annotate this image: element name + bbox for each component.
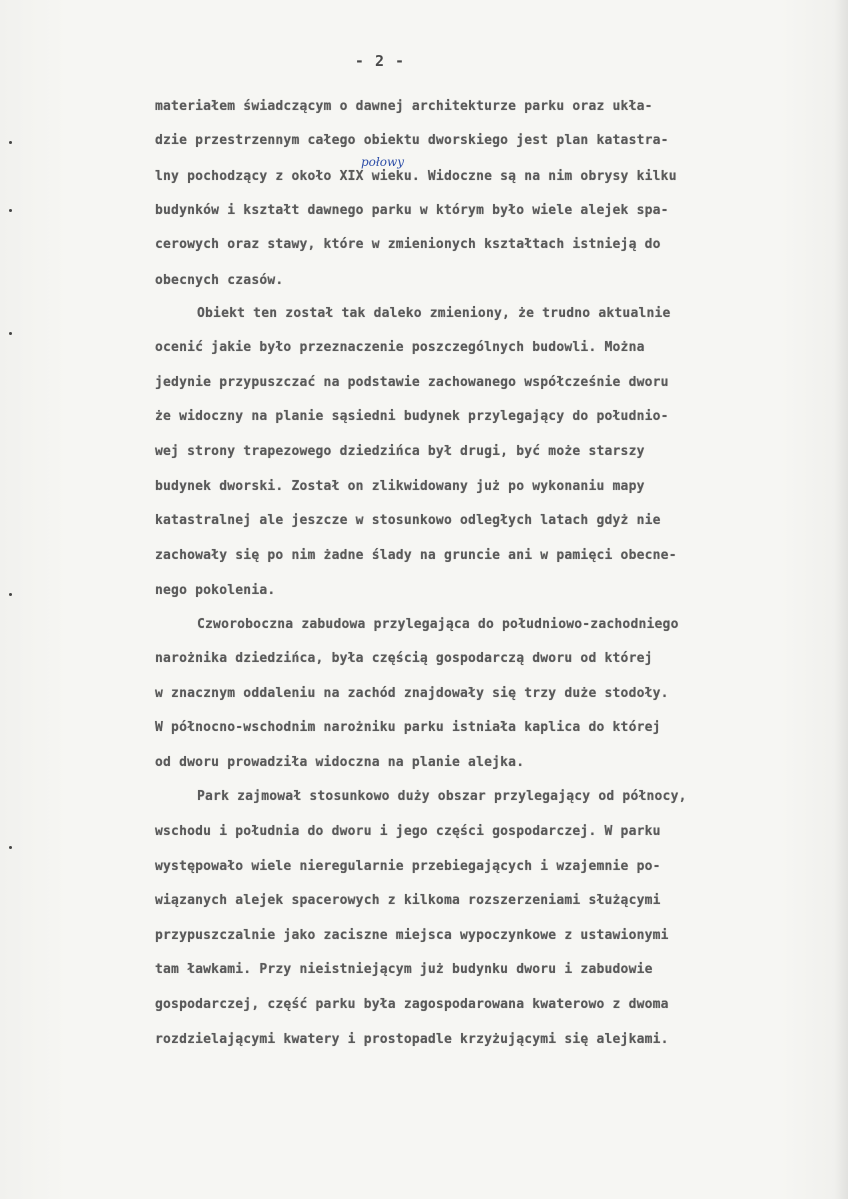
text-line: W północno-wschodnim narożniku parku istniała kaplica do której <box>155 720 661 735</box>
margin-dot <box>9 209 12 212</box>
margin-dot <box>9 332 12 335</box>
text-line: jedynie przypuszczać na podstawie zachowanego współcześnie dworu <box>155 375 669 390</box>
text-line: wschodu i południa do dworu i jego części gospodarczej. W parku <box>155 824 661 839</box>
text-line: materiałem świadczącym o dawnej architekturze parku oraz ukła- <box>155 99 653 114</box>
text-line: wej strony trapezowego dziedzińca był drugi, być może starszy <box>155 444 645 459</box>
text-line: tam ławkami. Przy nieistniejącym już budynku dworu i zabudowie <box>155 962 653 977</box>
text-line: Park zajmował stosunkowo duży obszar przylegający od północy, <box>197 789 687 804</box>
text-line: obecnych czasów. <box>155 273 284 288</box>
text-line: występowało wiele nieregularnie przebiegających i wzajemnie po- <box>155 859 661 874</box>
text-line: budynek dworski. Został on zlikwidowany już po wykonaniu mapy <box>155 479 645 494</box>
page-number: - 2 - <box>354 52 406 70</box>
margin-dot <box>9 593 12 596</box>
text-line: zachowały się po nim żadne ślady na gruncie ani w pamięci obecne- <box>155 548 677 563</box>
text-line: od dworu prowadziła widoczna na planie alejka. <box>155 755 525 770</box>
text-line: że widoczny na planie sąsiedni budynek przylegający do południo- <box>155 409 669 424</box>
margin-dot <box>9 141 12 144</box>
text-line: dzie przestrzennym całego obiektu dworskiego jest plan katastra- <box>155 133 669 148</box>
handwritten-annotation: połowy <box>361 155 405 169</box>
page-edge-shadow <box>834 0 848 1199</box>
text-line: wiązanych alejek spacerowych z kilkoma rozszerzeniami służącymi <box>155 893 661 908</box>
text-line: budynków i kształt dawnego parku w którym było wiele alejek spa- <box>155 203 669 218</box>
text-line: cerowych oraz stawy, które w zmienionych kształtach istnieją do <box>155 237 661 252</box>
text-line: gospodarczej, część parku była zagospodarowana kwaterowo z dwoma <box>155 997 669 1012</box>
text-line: Obiekt ten został tak daleko zmieniony, że trudno aktualnie <box>197 306 671 321</box>
text-line: narożnika dziedzińca, była częścią gospodarczą dworu od której <box>155 651 653 666</box>
text-line: w znacznym oddaleniu na zachód znajdowały się trzy duże stodoły. <box>155 686 669 701</box>
text-line: nego pokolenia. <box>155 583 276 598</box>
text-line: katastralnej ale jeszcze w stosunkowo odległych latach gdyż nie <box>155 513 661 528</box>
text-line: rozdzielającymi kwatery i prostopadle krzyżującymi się alejkami. <box>155 1032 669 1047</box>
text-line: lny pochodzący z około XIX wieku. Widoczne są na nim obrysy kilku <box>155 169 677 184</box>
text-line: przypuszczalnie jako zaciszne miejsca wypoczynkowe z ustawionymi <box>155 928 669 943</box>
text-line: ocenić jakie było przeznaczenie poszczególnych budowli. Można <box>155 340 645 355</box>
margin-dot <box>9 846 12 849</box>
text-line: Czworoboczna zabudowa przylegająca do południowo-zachodniego <box>197 617 679 632</box>
